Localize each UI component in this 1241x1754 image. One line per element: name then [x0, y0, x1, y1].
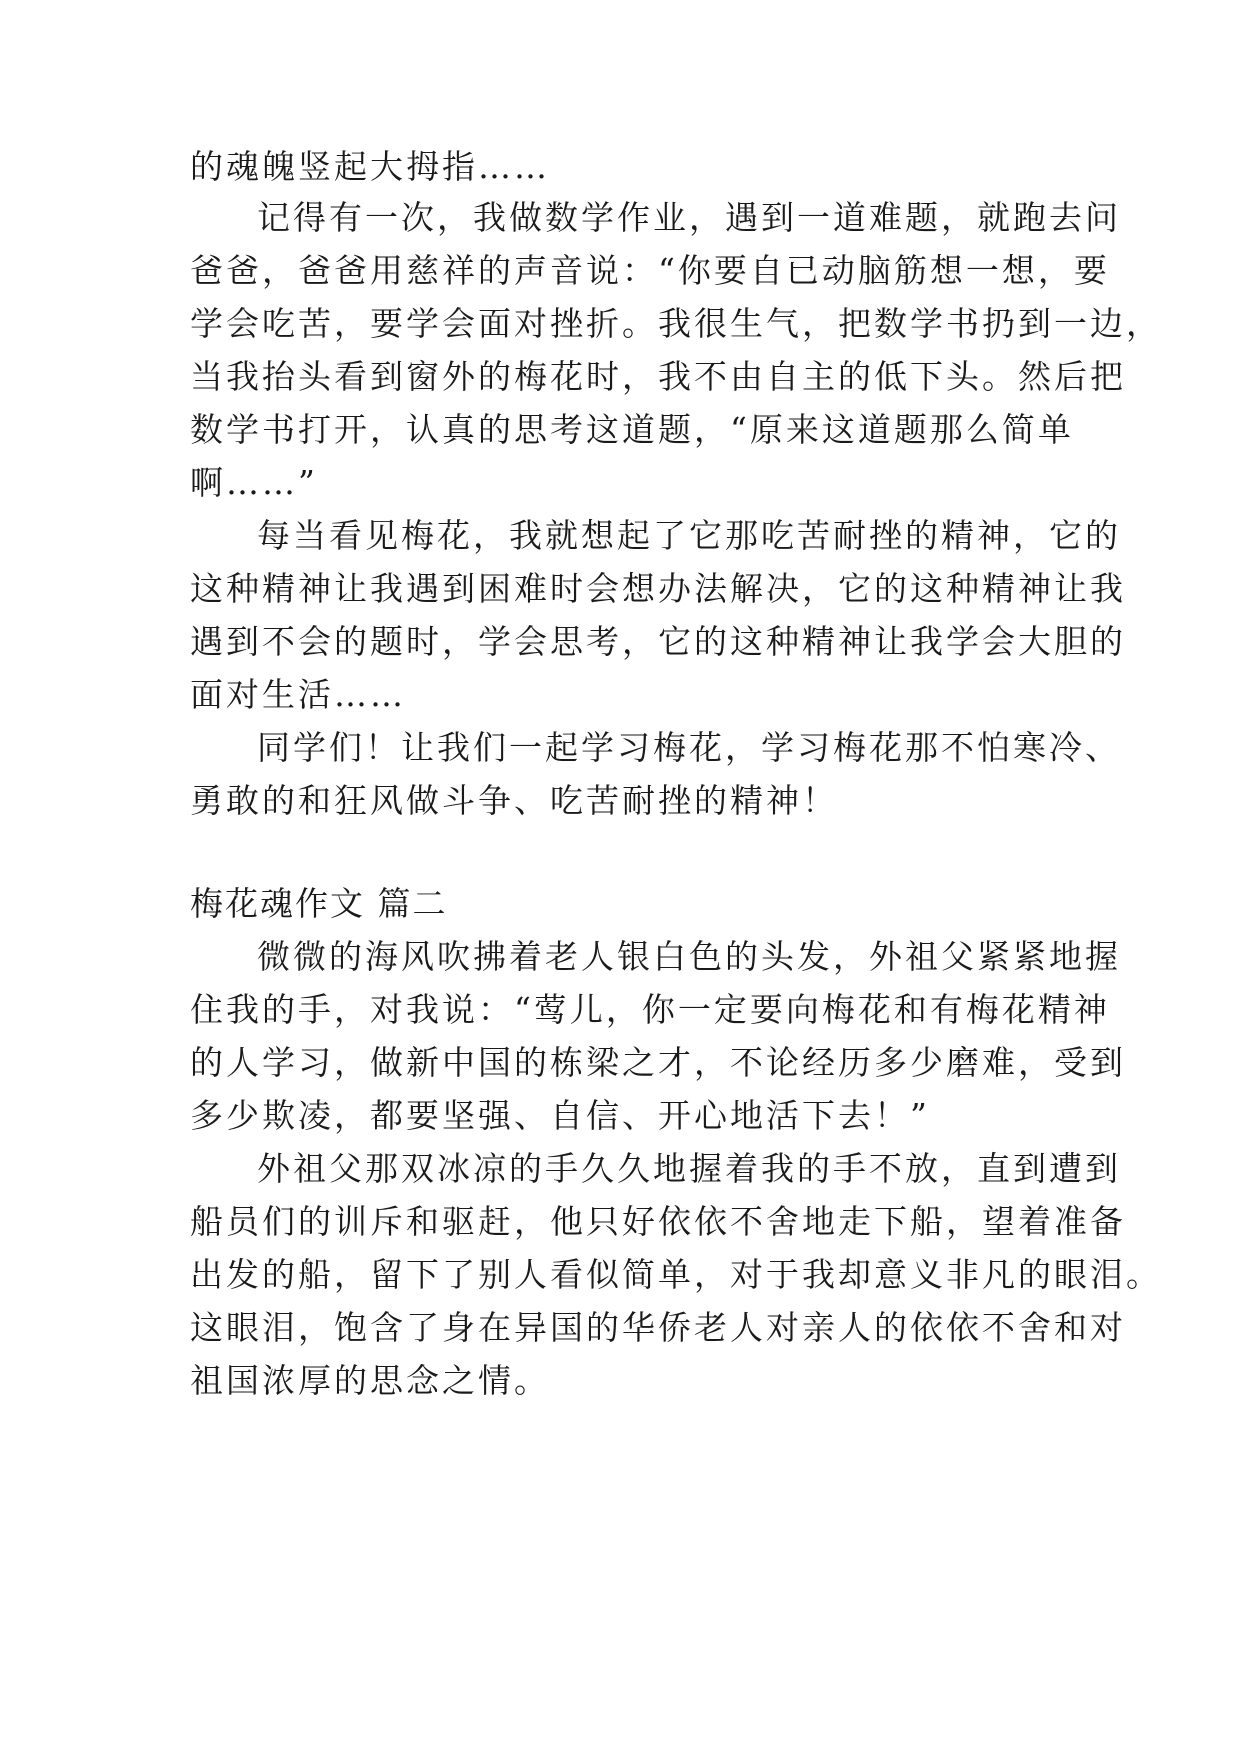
paragraph-line: 的人学习，做新中国的栋梁之才，不论经历多少磨难，受到 — [190, 1043, 1126, 1082]
paragraph-line: 外祖父那双冰凉的手久久地握着我的手不放，直到遭到 — [257, 1149, 1121, 1188]
paragraph-line: 记得有一次，我做数学作业，遇到一道难题，就跑去问 — [257, 198, 1121, 237]
paragraph-line: 祖国浓厚的思念之情。 — [190, 1361, 550, 1400]
paragraph-line: 这眼泪，饱含了身在异国的华侨老人对亲人的依依不舍和对 — [190, 1308, 1126, 1347]
paragraph-line: 数学书打开，认真的思考这道题，“原来这道题那么简单 — [190, 410, 1074, 449]
paragraph-line: 每当看见梅花，我就想起了它那吃苦耐挫的精神，它的 — [257, 516, 1121, 555]
paragraph-line: 当我抬头看到窗外的梅花时，我不由自主的低下头。然后把 — [190, 357, 1126, 396]
paragraph-line: 船员们的训斥和驱赶，他只好依依不舍地走下船，望着准备 — [190, 1202, 1126, 1241]
paragraph-line: 勇敢的和狂风做斗争、吃苦耐挫的精神！ — [190, 781, 838, 820]
paragraph-line: 微微的海风吹拂着老人银白色的头发，外祖父紧紧地握 — [257, 937, 1121, 976]
paragraph-line: 面对生活…… — [190, 675, 406, 714]
paragraph-line: 同学们！让我们一起学习梅花，学习梅花那不怕寒冷、 — [257, 728, 1121, 767]
paragraph-line: 啊……” — [190, 463, 318, 502]
section-heading: 梅花魂作文 篇二 — [190, 884, 448, 923]
paragraph-line: 遇到不会的题时，学会思考，它的这种精神让我学会大胆的 — [190, 622, 1126, 661]
paragraph-line: 的魂魄竖起大拇指…… — [190, 147, 550, 186]
paragraph-line: 住我的手，对我说：“莺儿，你一定要向梅花和有梅花精神 — [190, 990, 1110, 1029]
paragraph-line: 学会吃苦，要学会面对挫折。我很生气，把数学书扔到一边， — [190, 304, 1162, 343]
paragraph-line: 出发的船，留下了别人看似简单，对于我却意义非凡的眼泪。 — [190, 1255, 1162, 1294]
paragraph-line: 爸爸，爸爸用慈祥的声音说：“你要自已动脑筋想一想，要 — [190, 251, 1110, 290]
paragraph-line: 多少欺凌，都要坚强、自信、开心地活下去！” — [190, 1096, 930, 1135]
paragraph-line: 这种精神让我遇到困难时会想办法解决，它的这种精神让我 — [190, 569, 1126, 608]
